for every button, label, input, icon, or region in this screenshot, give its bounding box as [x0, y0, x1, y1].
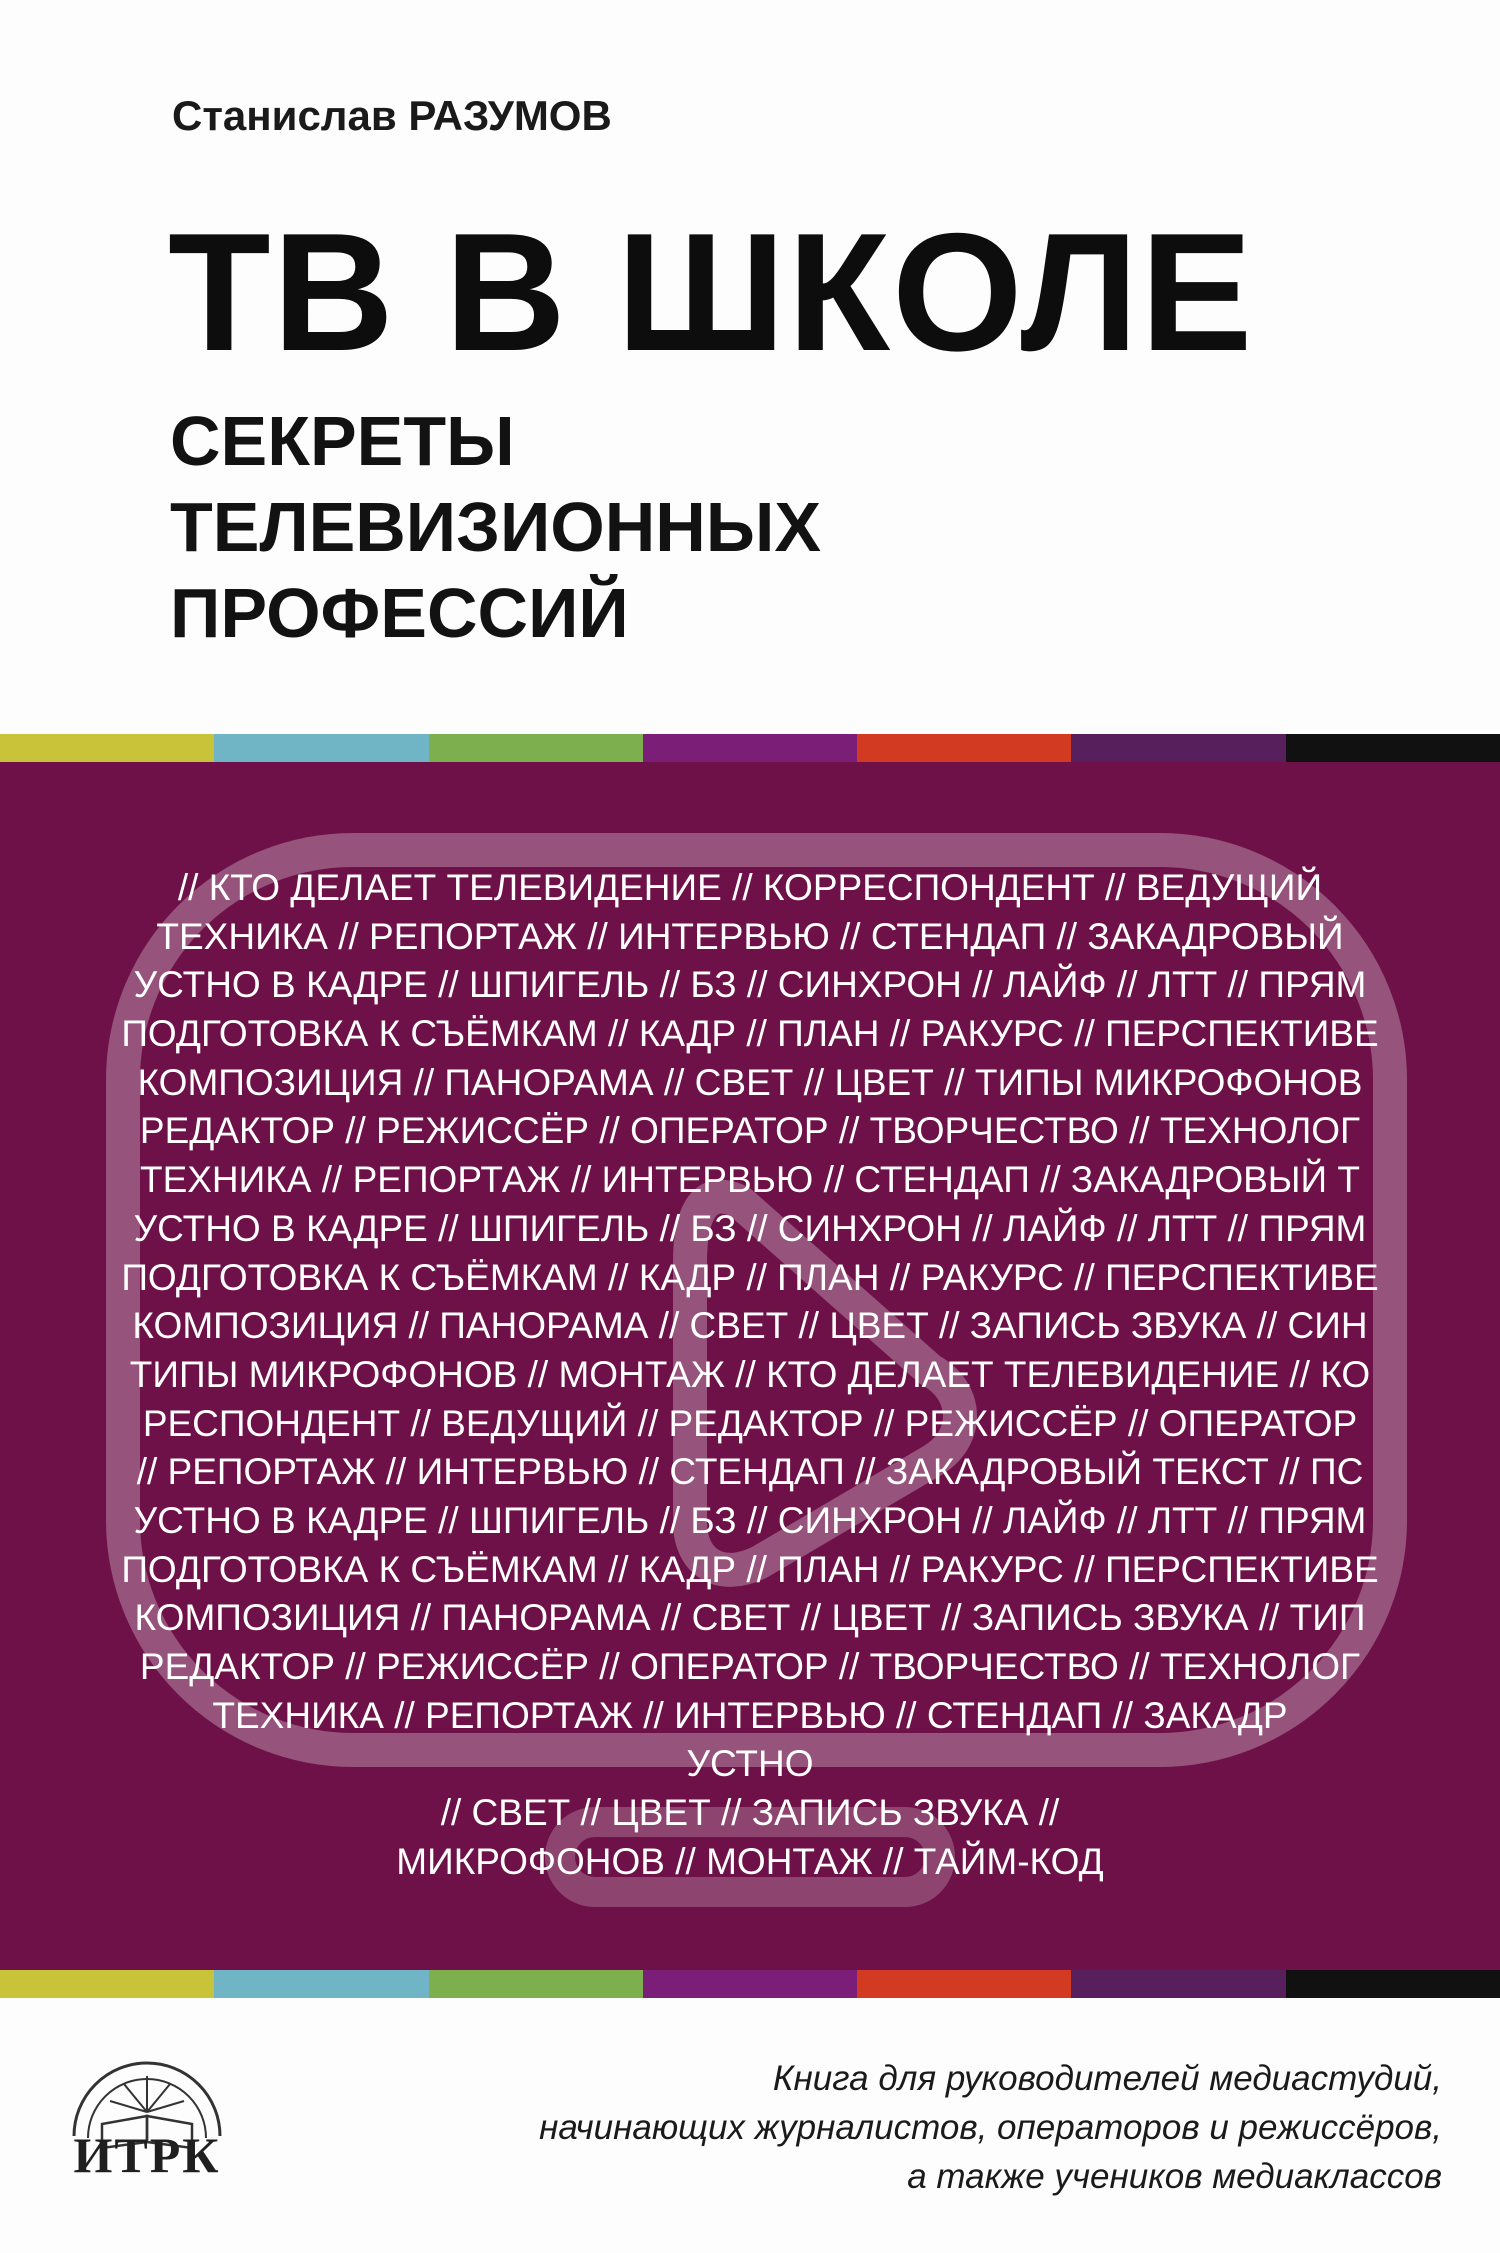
profession-text-line: ПОДГОТОВКА К СЪЁМКАМ // КАДР // ПЛАН // РАКУРС // ПЕРСПЕКТИВЕ: [121, 1256, 1379, 1298]
profession-text-line: ТЕХНИКА // РЕПОРТАЖ // ИНТЕРВЬЮ // СТЕНДАП // ЗАКАДРОВЫЙ: [156, 915, 1344, 957]
stripe-segment: [214, 734, 428, 762]
author-name: Станислав РАЗУМОВ: [172, 92, 612, 139]
stripe-segment: [0, 1970, 214, 1998]
stripe-segment: [1071, 734, 1285, 762]
profession-text-line: ПОДГОТОВКА К СЪЁМКАМ // КАДР // ПЛАН // РАКУРС // ПЕРСПЕКТИВЕ: [121, 1548, 1379, 1590]
profession-text-line: МИКРОФОНОВ // МОНТАЖ // ТАЙМ-КОД: [396, 1840, 1104, 1882]
stripe-segment: [214, 1970, 428, 1998]
color-stripe-top: [0, 734, 1500, 762]
subtitle-line: ПРОФЕССИЙ: [170, 574, 629, 652]
profession-text-line: КОМПОЗИЦИЯ // ПАНОРАМА // СВЕТ // ЦВЕТ // ЗАПИСЬ ЗВУКА // СИН: [132, 1305, 1368, 1347]
stripe-segment: [1071, 1970, 1285, 1998]
stripe-segment: [1286, 734, 1500, 762]
profession-text-line: КОМПОЗИЦИЯ // ПАНОРАМА // СВЕТ // ЦВЕТ // ЗАПИСЬ ЗВУКА // ТИП: [134, 1597, 1366, 1639]
subtitle-line: ТЕЛЕВИЗИОННЫХ: [170, 488, 822, 566]
tagline-line: Книга для руководителей медиастудий,: [772, 2059, 1442, 2098]
text-panel: [0, 762, 1500, 1970]
profession-text-line: // СВЕТ // ЦВЕТ // ЗАПИСЬ ЗВУКА //: [440, 1792, 1060, 1834]
stripe-segment: [429, 1970, 643, 1998]
subtitle-line: СЕКРЕТЫ: [170, 402, 515, 480]
profession-text-line: // КТО ДЕЛАЕТ ТЕЛЕВИДЕНИЕ // КОРРЕСПОНДЕНТ // ВЕДУЩИЙ: [177, 867, 1323, 908]
profession-text-line: РЕСПОНДЕНТ // ВЕДУЩИЙ // РЕДАКТОР // РЕЖИССЁР // ОПЕРАТОР: [142, 1402, 1358, 1444]
color-stripe-bottom: [0, 1970, 1500, 1998]
publisher-name: ИТРК: [73, 2127, 221, 2183]
stripe-segment: [0, 734, 214, 762]
profession-text-line: УСТНО В КАДРЕ // ШПИГЕЛЬ // БЗ // СИНХРОН // ЛАЙФ // ЛТТ // ПРЯМ: [133, 964, 1367, 1006]
tagline-line: начинающих журналистов, операторов и режиссёров,: [539, 2108, 1442, 2147]
profession-text-line: УСТНО В КАДРЕ // ШПИГЕЛЬ // БЗ // СИНХРОН // ЛАЙФ // ЛТТ // ПРЯМ: [133, 1499, 1367, 1541]
profession-text-line: КОМПОЗИЦИЯ // ПАНОРАМА // СВЕТ // ЦВЕТ // ТИПЫ МИКРОФОНОВ: [137, 1061, 1363, 1103]
stripe-segment: [643, 734, 857, 762]
tagline-line: а также учеников медиаклассов: [907, 2157, 1442, 2196]
profession-text-line: УСТНО: [686, 1743, 814, 1785]
stripe-segment: [857, 734, 1071, 762]
profession-text-line: УСТНО В КАДРЕ // ШПИГЕЛЬ // БЗ // СИНХРОН // ЛАЙФ // ЛТТ // ПРЯМ: [133, 1207, 1367, 1249]
profession-text-line: ТЕХНИКА // РЕПОРТАЖ // ИНТЕРВЬЮ // СТЕНДАП // ЗАКАДРОВЫЙ Т: [139, 1159, 1361, 1201]
profession-text-line: // РЕПОРТАЖ // ИНТЕРВЬЮ // СТЕНДАП // ЗАКАДРОВЫЙ ТЕКСТ // ПС: [136, 1451, 1364, 1493]
book-subtitle: [170, 398, 821, 656]
profession-text-line: РЕДАКТОР // РЕЖИССЁР // ОПЕРАТОР // ТВОРЧЕСТВО // ТЕХНОЛОГ: [139, 1646, 1361, 1687]
stripe-segment: [1286, 1970, 1500, 1998]
profession-text-line: ТИПЫ МИКРОФОНОВ // МОНТАЖ // КТО ДЕЛАЕТ ТЕЛЕВИДЕНИЕ // КО: [129, 1353, 1371, 1395]
tagline: [539, 2054, 1442, 2201]
book-title: ТВ В ШКОЛЕ: [168, 198, 1255, 386]
stripe-segment: [429, 734, 643, 762]
profession-text-block: [0, 864, 1500, 1886]
profession-text-line: РЕДАКТОР // РЕЖИССЁР // ОПЕРАТОР // ТВОРЧЕСТВО // ТЕХНОЛОГ: [139, 1110, 1361, 1152]
stripe-segment: [857, 1970, 1071, 1998]
stripe-segment: [643, 1970, 857, 1998]
profession-text-line: ТЕХНИКА // РЕПОРТАЖ // ИНТЕРВЬЮ // СТЕНДАП // ЗАКАДР: [212, 1694, 1288, 1736]
profession-text-line: ПОДГОТОВКА К СЪЁМКАМ // КАДР // ПЛАН // РАКУРС // ПЕРСПЕКТИВЕ: [121, 1013, 1379, 1055]
